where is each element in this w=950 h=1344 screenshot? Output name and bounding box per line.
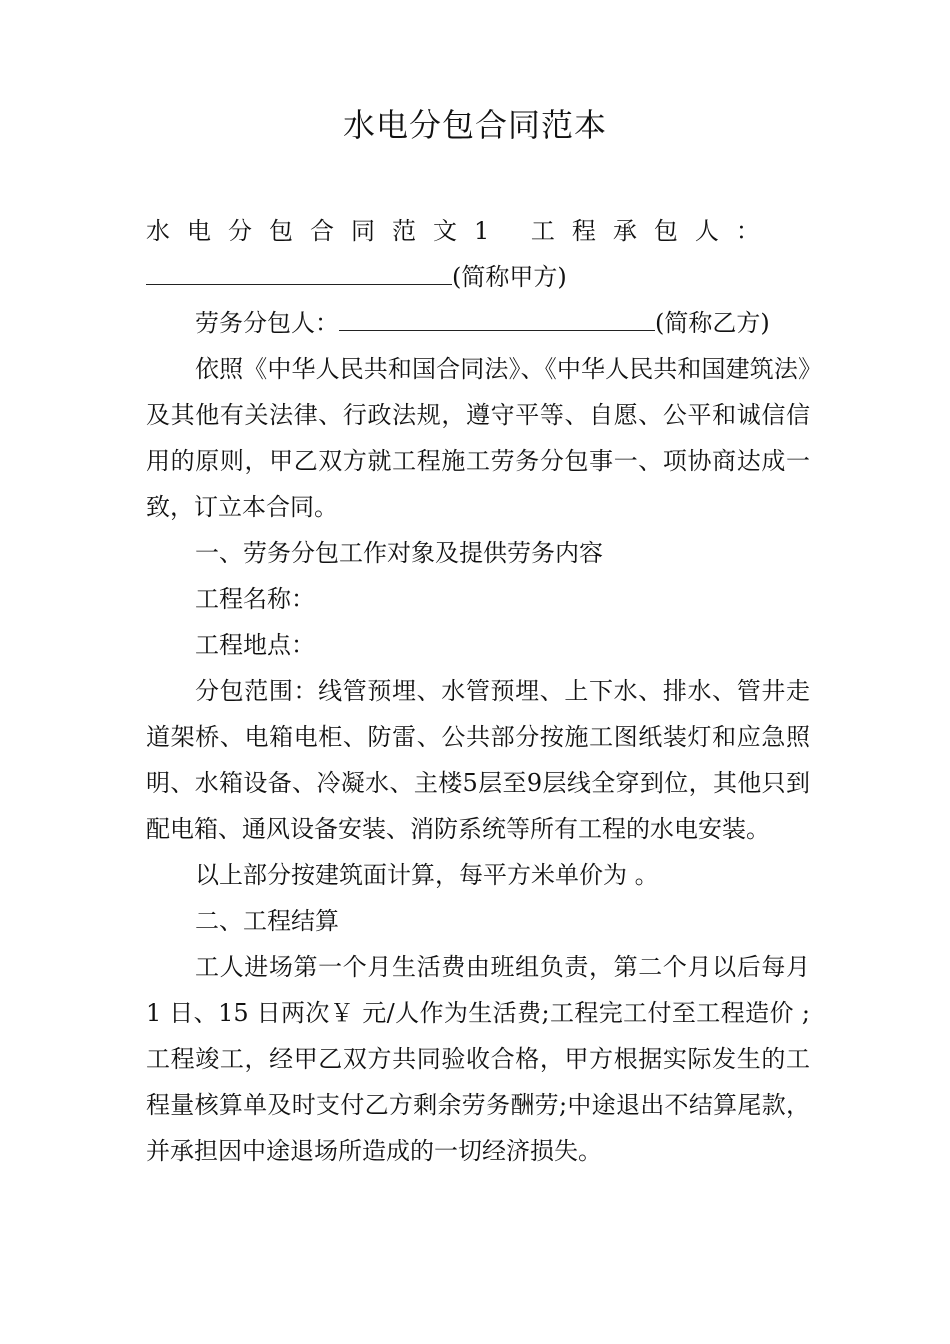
party-b-blank <box>339 304 655 331</box>
party-a-blank <box>146 258 452 285</box>
project-name-line: 工程名称： <box>195 585 315 613</box>
party-a-suffix: (简称甲方) <box>452 263 567 291</box>
section-heading-2: 二、工程结算 <box>195 907 339 935</box>
paragraph-settlement: 工人进场第一个月生活费由班组负责，第二个月以后每月 1 日、15 日两次￥ 元/人作为生活费;工程完工付至工程造价 ;工程竣工，经甲乙双方共同验收合格，甲方根据实际发生的工程量核算单及时支付乙方剩余劳务酬劳;中途退出不结算尾款，并承担因中途退场所造成的一切经济损失。 <box>146 953 810 1165</box>
section-heading-1: 一、劳务分包工作对象及提供劳务内容 <box>195 539 603 567</box>
intro-paragraph <box>146 208 810 300</box>
paragraph-unit-price: 以上部分按建筑面计算，每平方米单价为 。 <box>195 861 659 889</box>
document-body <box>146 208 810 1174</box>
party-b-suffix: (简称乙方) <box>655 309 770 337</box>
paragraph-scope: 分包范围：线管预埋、水管预埋、上下水、排水、管井走道架桥、电箱电柜、防雷、公共部分按施工图纸装灯和应急照明、水箱设备、冷凝水、主楼5层至9层线全穿到位，其他只到配电箱、通风设备安装、消防系统等所有工程的水电安装。 <box>146 677 810 843</box>
intro-line-1: 水电分包合同范文1 工程承包人： <box>146 217 777 245</box>
party-b-label: 劳务分包人： <box>195 309 339 337</box>
project-location-line: 工程地点： <box>195 631 315 659</box>
party-b-line <box>146 300 810 346</box>
document-title: 水电分包合同范本 <box>342 106 607 144</box>
paragraph-legal-basis: 依照《中华人民共和国合同法》、《中华人民共和国建筑法》及其他有关法律、行政法规，遵守平等、自愿、公平和诚信信用的原则，甲乙双方就工程施工劳务分包事一、项协商达成一致，订立本合同。 <box>146 355 810 521</box>
